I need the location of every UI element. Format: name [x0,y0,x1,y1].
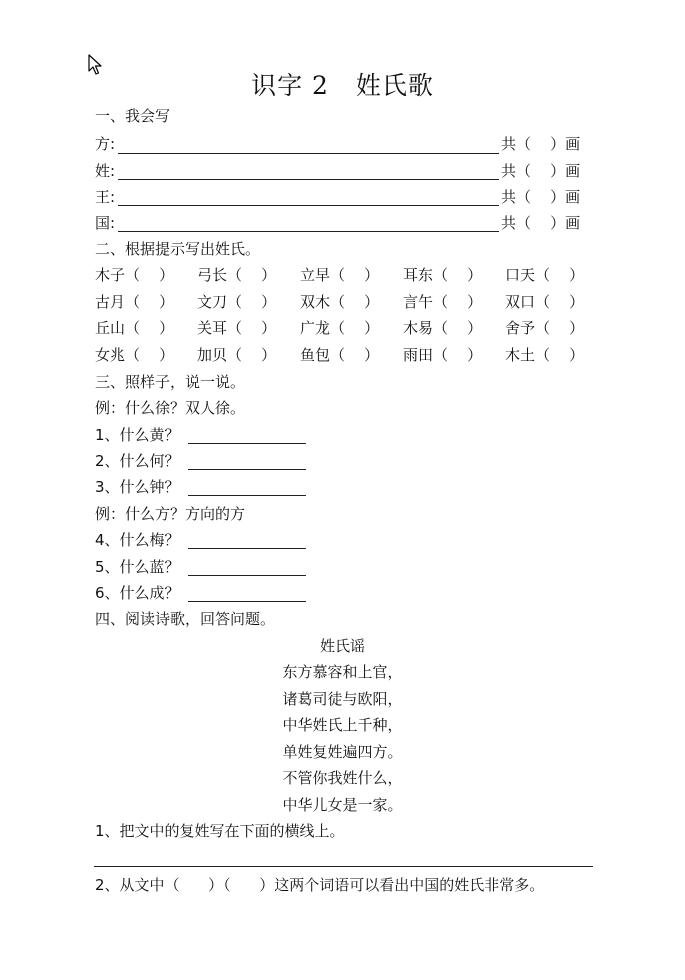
page-title [0,66,685,102]
stroke-count-blank: 共（ ）画 [501,188,581,206]
write-answer-line[interactable] [118,230,499,232]
answer-line[interactable] [188,494,306,496]
surname-hint: 双木（ ） [300,293,380,311]
question-1: 1、什么黄？ [95,426,180,444]
question-3: 3、什么钟？ [95,478,180,496]
answer-line[interactable] [188,442,306,444]
stroke-count-blank: 共（ ）画 [501,214,581,232]
question-6: 6、什么成？ [95,584,180,602]
surname-hint: 耳东（ ） [403,266,483,284]
poem-line: 不管你我姓什么， [282,769,403,787]
surname-hint: 雨田（ ） [403,346,483,364]
poem-line: 东方慕容和上官， [282,663,403,681]
write-answer-line[interactable] [118,204,499,206]
answer-line[interactable] [188,468,306,470]
surname-hint: 言午（ ） [403,293,483,311]
answer-line[interactable] [188,574,306,576]
surname-hint: 口天（ ） [505,266,585,284]
example-sentence: 例：什么方？方向的方 [95,505,246,523]
reading-question-2: 2、从文中（ ）（ ）这两个词语可以看出中国的姓氏非常多。 [95,876,545,894]
write-char: 王: [95,188,116,206]
reading-question-1: 1、把文中的复姓写在下面的横线上。 [95,822,345,840]
title-number: 2 [312,71,329,100]
question-5: 5、什么蓝？ [95,558,180,576]
question-2: 2、什么何？ [95,452,180,470]
title-sub: 姓氏歌 [355,71,434,100]
poem-line: 中华姓氏上千种， [282,716,403,734]
write-char: 姓: [95,162,116,180]
surname-hint: 鱼包（ ） [300,346,380,364]
poem-line: 单姓复姓遍四方。 [282,743,403,761]
surname-hint: 立早（ ） [300,266,380,284]
answer-line[interactable] [188,600,306,602]
surname-hint: 文刀（ ） [197,293,277,311]
surname-hint: 弓长（ ） [197,266,277,284]
surname-hint: 加贝（ ） [197,346,277,364]
surname-hint: 木易（ ） [403,319,483,337]
write-answer-line[interactable] [118,152,499,154]
stroke-count-blank: 共（ ）画 [501,135,581,153]
surname-hint: 广龙（ ） [300,319,380,337]
write-char: 方: [95,135,116,153]
title-main: 识字 [251,71,304,100]
stroke-count-blank: 共（ ）画 [501,162,581,180]
write-char: 国: [95,214,116,232]
surname-hint: 女兆（ ） [95,346,175,364]
section2-heading: 二、根据提示写出姓氏。 [95,240,261,258]
section4-heading: 四、阅读诗歌，回答问题。 [95,610,276,628]
section3-heading: 三、照样子，说一说。 [95,373,246,391]
answer-line[interactable] [94,865,593,867]
surname-hint: 木土（ ） [505,346,585,364]
example-sentence: 例：什么徐？双人徐。 [95,399,246,417]
answer-line[interactable] [188,547,306,549]
surname-hint: 木子（ ） [95,266,175,284]
question-4: 4、什么梅？ [95,531,180,549]
surname-hint: 古月（ ） [95,293,175,311]
surname-hint: 舍予（ ） [505,319,585,337]
surname-hint: 双口（ ） [505,293,585,311]
surname-hint: 丘山（ ） [95,319,175,337]
section1-heading: 一、我会写 [95,107,171,125]
poem-line: 中华儿女是一家。 [282,796,403,814]
poem-line: 诸葛司徒与欧阳， [282,690,403,708]
surname-hint: 关耳（ ） [197,319,277,337]
poem-title: 姓氏谣 [319,637,365,655]
write-answer-line[interactable] [118,178,499,180]
